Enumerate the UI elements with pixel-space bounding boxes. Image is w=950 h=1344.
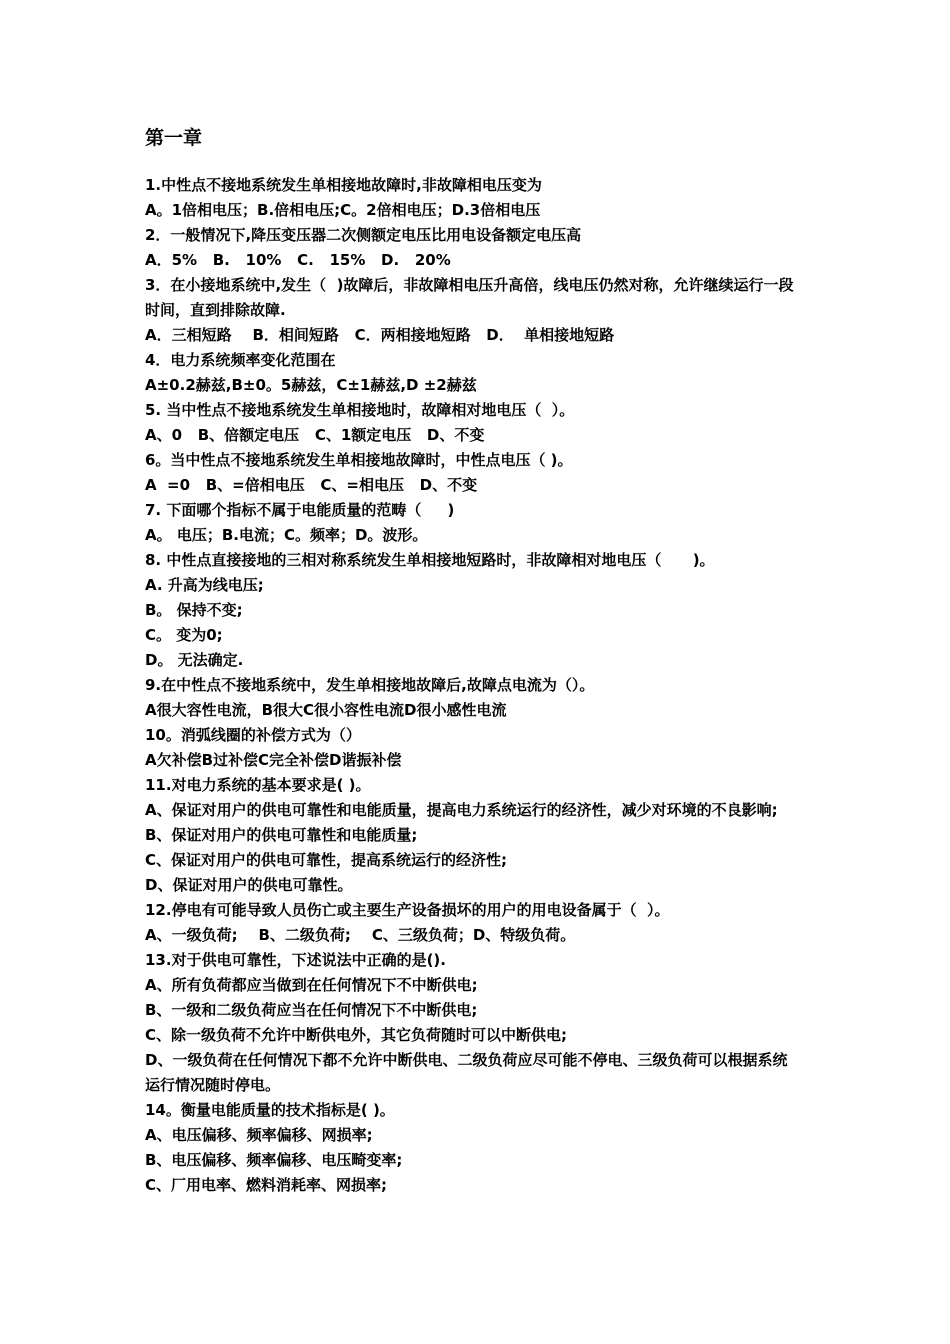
text-line: A。 电压；B.电流；C。频率；D。波形。 [145,526,428,544]
text-line: C、厂用电率、燃料消耗率、网损率; [145,1176,388,1194]
text-line: 1.中性点不接地系统发生单相接地故障时,非故障相电压变为 [145,176,542,194]
text-line: A、保证对用户的供电可靠性和电能质量，提高电力系统运行的经济性，减少对环境的不良影响; [145,801,778,819]
text-line: 12.停电有可能导致人员伤亡或主要生产设备损坏的用户的用电设备属于（ ）。 [145,901,670,919]
text-line: A。1倍相电压；B.倍相电压;C。2倍相电压；D.3倍相电压 [145,201,541,219]
text-line: D、一级负荷在任何情况下都不允许中断供电、二级负荷应尽可能不停电、三级负荷可以根据系统运行情况随时停电。 [145,1051,788,1094]
chapter-title: 第一章 [145,127,203,149]
text-line: 8. 中性点直接接地的三相对称系统发生单相接地短路时，非故障相对地电压（ )。 [145,551,715,569]
text-line: B、电压偏移、频率偏移、电压畸变率; [145,1151,403,1169]
text-line: B。 保持不变; [145,601,243,619]
text-line: D、保证对用户的供电可靠性。 [145,876,353,894]
text-line: A．5% B. 10% C. 15% D. 20% [145,251,451,269]
text-line: 4．电力系统频率变化范围在 [145,351,336,369]
text-line: 13.对于供电可靠性，下述说法中正确的是(). [145,951,446,969]
text-line: C、保证对用户的供电可靠性，提高系统运行的经济性; [145,851,508,869]
text-line: B、保证对用户的供电可靠性和电能质量; [145,826,418,844]
text-line: 3．在小接地系统中,发生（ )故障后，非故障相电压升高倍，线电压仍然对称，允许继续运行一段时间，直到排除故障. [145,276,794,319]
text-line: A．三相短路 B．相间短路 C．两相接地短路 D． 单相接地短路 [145,326,615,344]
text-line: C、除一级负荷不允许中断供电外，其它负荷随时可以中断供电; [145,1026,568,1044]
text-line: B、一级和二级负荷应当在任何情况下不中断供电; [145,1001,478,1019]
text-line: A. 升高为线电压; [145,576,264,594]
text-line: 10。消弧线圈的补偿方式为（） [145,726,361,744]
document-body [145,173,800,1198]
text-line: D。 无法确定. [145,651,244,669]
text-line: A、一级负荷; B、二级负荷; C、三级负荷；D、特级负荷。 [145,926,576,944]
text-line: 11.对电力系统的基本要求是( )。 [145,776,371,794]
text-line: A欠补偿B过补偿C完全补偿D谐振补偿 [145,751,402,769]
text-line: 7. 下面哪个指标不属于电能质量的范畴（ ) [145,501,455,519]
text-line: A =0 B、=倍相电压 C、=相电压 D、不变 [145,476,478,494]
text-line: A、所有负荷都应当做到在任何情况下不中断供电; [145,976,478,994]
text-line: A±0.2赫兹,B±0。5赫兹，C±1赫兹,D ±2赫兹 [145,376,477,394]
text-line: C。 变为0; [145,626,223,644]
text-line: 2．一般情况下,降压变压器二次侧额定电压比用电设备额定电压高 [145,226,582,244]
text-line: A很大容性电流，B很大C很小容性电流D很小感性电流 [145,701,507,719]
text-line: A、0 B、倍额定电压 C、1额定电压 D、不变 [145,426,485,444]
text-line: 14。衡量电能质量的技术指标是( )。 [145,1101,395,1119]
text-line: 9.在中性点不接地系统中，发生单相接地故障后,故障点电流为（）。 [145,676,595,694]
text-line: A、电压偏移、频率偏移、网损率; [145,1126,373,1144]
text-line: 5. 当中性点不接地系统发生单相接地时，故障相对地电压（ ）。 [145,401,575,419]
text-line: 6。当中性点不接地系统发生单相接地故障时，中性点电压（ )。 [145,451,573,469]
